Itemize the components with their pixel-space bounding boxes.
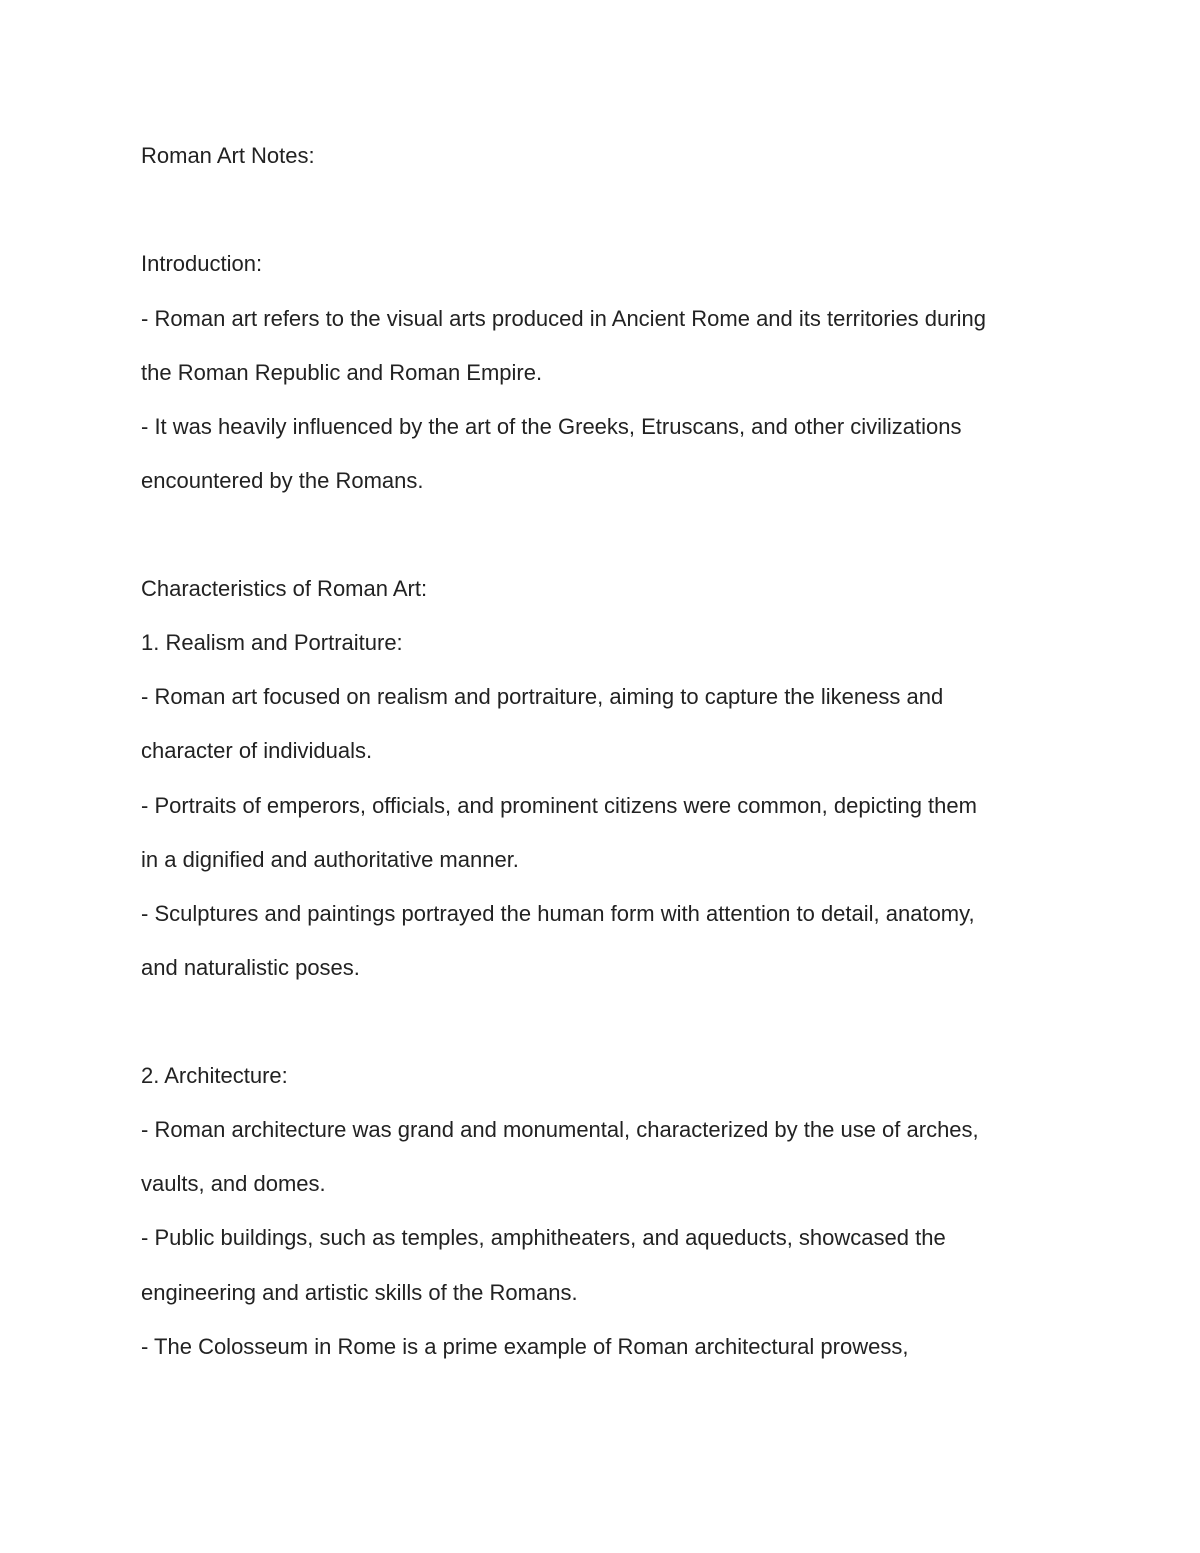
- realism-line: and naturalistic poses.: [141, 955, 360, 980]
- realism-line: - Portraits of emperors, officials, and prominent citizens were common, depicting them: [141, 793, 977, 818]
- realism-line: - Sculptures and paintings portrayed the human form with attention to detail, anatomy,: [141, 901, 975, 926]
- introduction-line: encountered by the Romans.: [141, 468, 424, 493]
- introduction-line: - It was heavily influenced by the art of the Greeks, Etruscans, and other civilizations: [141, 414, 962, 439]
- introduction-line: - Roman art refers to the visual arts produced in Ancient Rome and its territories during: [141, 306, 986, 331]
- architecture-line: - Roman architecture was grand and monumental, characterized by the use of arches,: [141, 1117, 979, 1142]
- introduction-line: the Roman Republic and Roman Empire.: [141, 360, 543, 385]
- architecture-line: - The Colosseum in Rome is a prime example of Roman architectural prowess,: [141, 1334, 909, 1359]
- architecture-heading: 2. Architecture:: [141, 1063, 288, 1088]
- characteristics-heading: Characteristics of Roman Art:: [141, 576, 428, 601]
- architecture-line: vaults, and domes.: [141, 1171, 326, 1196]
- introduction-heading: Introduction:: [141, 251, 263, 276]
- architecture-line: - Public buildings, such as temples, amphitheaters, and aqueducts, showcased the: [141, 1225, 946, 1250]
- realism-line: in a dignified and authoritative manner.: [141, 847, 519, 872]
- architecture-line: engineering and artistic skills of the Romans.: [141, 1280, 578, 1305]
- realism-line: - Roman art focused on realism and portraiture, aiming to capture the likeness and: [141, 684, 944, 709]
- realism-line: character of individuals.: [141, 738, 373, 763]
- realism-heading: 1. Realism and Portraiture:: [141, 630, 403, 655]
- document-title: Roman Art Notes:: [141, 143, 315, 168]
